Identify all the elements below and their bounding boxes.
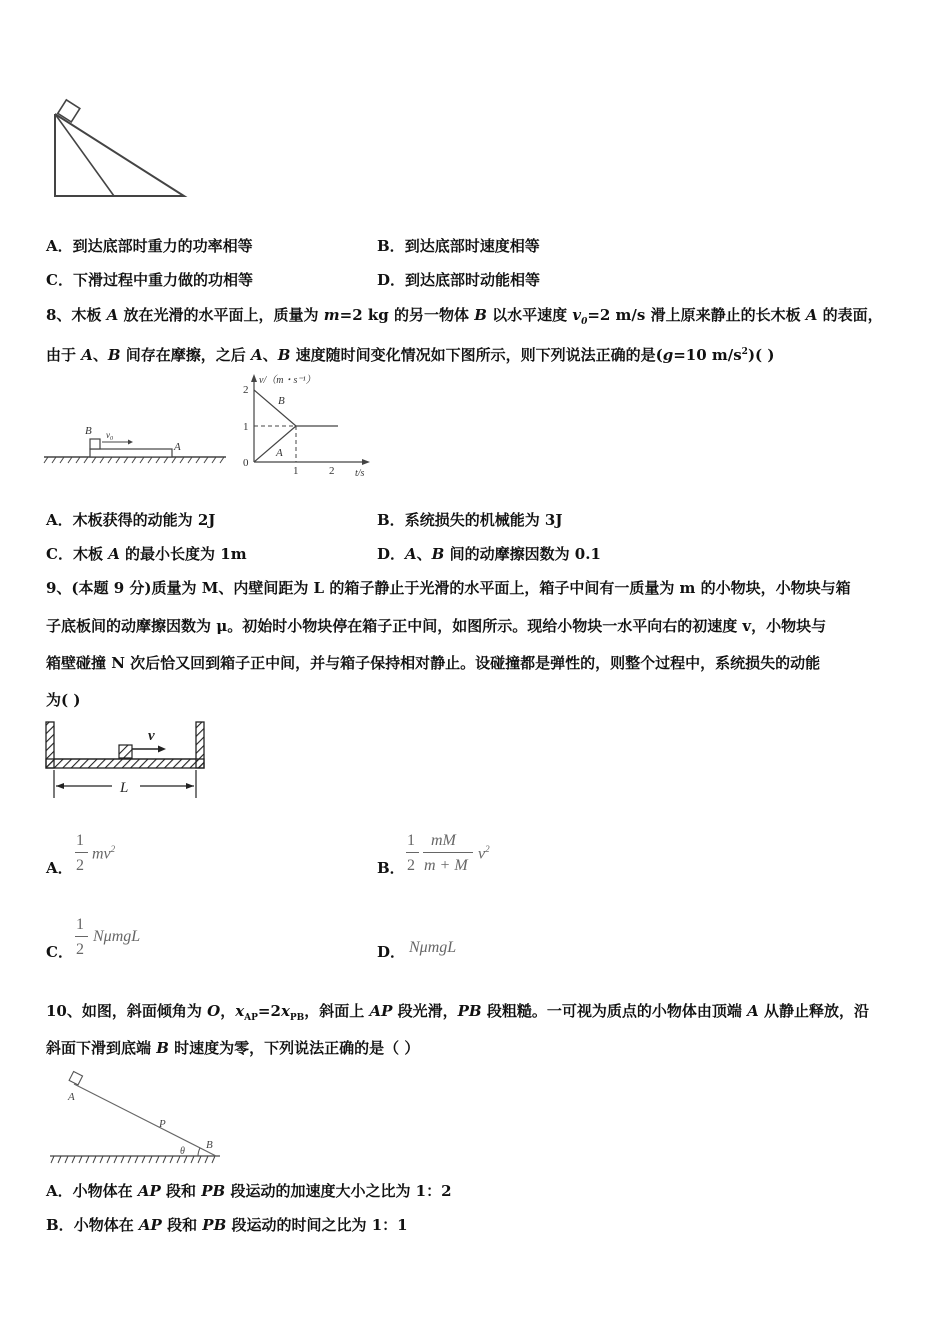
q10-stem-line2: 斜面下滑到底端 B 时速度为零，下列说法正确的是（ ） <box>46 1039 420 1057</box>
q9-b-den: 2 <box>407 857 415 874</box>
q7-option-b[interactable]: B．到达底部时速度相等 <box>377 237 540 255</box>
svg-text:A: A <box>174 441 181 453</box>
svg-text:L: L <box>120 780 129 796</box>
q8-stem-line1: 8、木板 A 放在光滑的水平面上，质量为 m=2 kg 的另一物体 B 以水平速度 $v_0=2$ m/s 滑上原来静止的长木板 A 的表面， <box>46 306 883 327</box>
svg-text:2: 2 <box>329 465 335 477</box>
svg-text:v0: $v_0$ <box>106 430 113 442</box>
q9-option-b-label: B． <box>377 859 405 877</box>
q9-stem-line2: 子底板间的动摩擦因数为 μ。初始时小物块停在箱子正中间，如图所示。现给小物块一水平向右的初速度 v，小物块与 <box>46 617 827 635</box>
q9-c-num: 1 <box>76 916 84 933</box>
svg-text:0: 0 <box>243 457 249 469</box>
q9-stem-line4: 为( ) <box>46 691 81 709</box>
svg-text:v: v <box>148 728 155 744</box>
svg-text:A: A <box>276 447 283 459</box>
svg-text:1: 1 <box>243 421 249 433</box>
q9-a-num: 1 <box>76 832 84 849</box>
q9-b-num: 1 <box>407 832 415 849</box>
svg-text:θ: θ <box>180 1146 185 1157</box>
q8-option-b[interactable]: B．系统损失的机械能为 3J <box>377 511 563 529</box>
q9-c-expr: NμmgL <box>93 928 141 945</box>
q9-option-c-label: C． <box>46 943 73 961</box>
q8-vt-graph[interactable] <box>240 370 375 480</box>
q9-option-d-label: D． <box>377 943 406 961</box>
q10-option-a[interactable]: A．小物体在 AP 段和 PB 段运动的加速度大小之比为 1：2 <box>46 1182 452 1200</box>
q8-block-figure <box>44 420 229 470</box>
q8-stem-line2: 由于 A、B 间存在摩擦，之后 A、B 速度随时间变化情况如下图所示，则下列说法正确的是(g=10 $m/s^2$)( ) <box>46 346 775 364</box>
q8-line-a <box>254 426 296 462</box>
q8-option-c[interactable]: C．木板 A 的最小长度为 1m <box>46 545 247 563</box>
q7-option-d[interactable]: D．到达底部时动能相等 <box>377 271 541 289</box>
q7-option-c[interactable]: C．下滑过程中重力做的功相等 <box>46 271 253 289</box>
q9-stem-line3: 箱壁碰撞 N 次后恰又回到箱子正中间，并与箱子保持相对静止。设碰撞都是弹性的，则整个过程中，系统损失的动能 <box>46 654 821 672</box>
q7-incline-figure <box>48 100 188 200</box>
q9-a-den: 2 <box>76 857 84 874</box>
svg-text:B: B <box>206 1139 213 1151</box>
q8-option-d[interactable]: D．A、B 间的动摩擦因数为 0.1 <box>377 545 601 563</box>
q9-a-fraction-bar <box>75 852 88 853</box>
svg-text:t/s: t/s <box>355 468 365 479</box>
q9-b-fraction-bar <box>406 852 419 853</box>
svg-text:2: 2 <box>243 384 249 396</box>
svg-text:1: 1 <box>293 465 299 477</box>
q9-option-a-label: A． <box>46 859 73 877</box>
q9-b-den2: m + M <box>424 857 468 874</box>
q9-b-fraction-bar-2 <box>423 852 473 853</box>
q9-c-fraction-bar <box>75 936 88 937</box>
q8-line-b <box>254 390 296 426</box>
q10-stem-line1: 10、如图，斜面倾角为 O，$x_{AP}=2x_{PB}$，斜面上 AP 段光滑，PB 段粗糙。一可视为质点的小物体由顶端 A 从静止释放，沿 <box>46 1002 869 1023</box>
q9-a-expr: $mv^2$ <box>92 844 116 863</box>
svg-text:B: B <box>85 425 92 437</box>
svg-text:v/（m・s⁻¹）: v/（m・s⁻¹） <box>259 375 316 386</box>
q9-d-expr: NμmgL <box>409 939 457 956</box>
svg-text:A: A <box>68 1091 75 1103</box>
q7-option-a[interactable]: A．到达底部时重力的功率相等 <box>46 237 253 255</box>
q8-option-a[interactable]: A．木板获得的动能为 2J <box>46 511 216 529</box>
q10-incline-figure <box>46 1072 226 1167</box>
svg-text:B: B <box>278 395 285 407</box>
q9-stem-line1: 9、(本题 9 分)质量为 M、内壁间距为 L 的箱子静止于光滑的水平面上，箱子中间有一质量为 m 的小物块，小物块与箱 <box>46 579 851 597</box>
q9-box-figure <box>44 718 209 798</box>
svg-text:P: P <box>159 1118 166 1130</box>
q10-option-b[interactable]: B．小物体在 AP 段和 PB 段运动的时间之比为 1：1 <box>46 1216 408 1234</box>
q9-b-expr: $v^2$ <box>478 844 490 863</box>
q9-c-den: 2 <box>76 941 84 958</box>
q9-b-num2: mM <box>431 832 456 849</box>
